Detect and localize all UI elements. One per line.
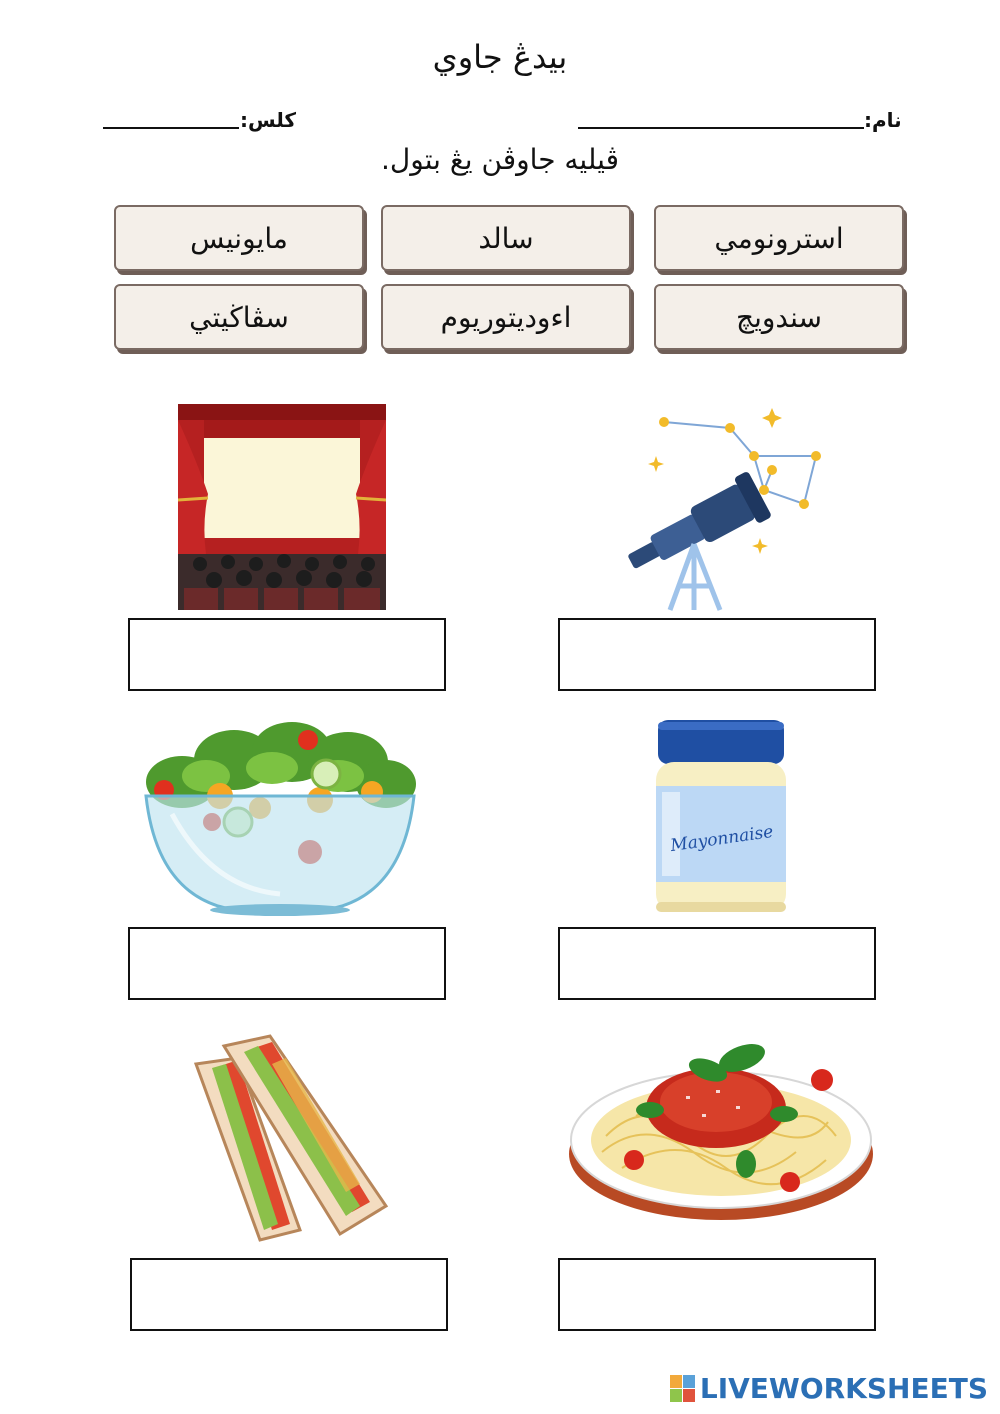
answer-box-auditorium[interactable] bbox=[128, 618, 446, 691]
auditorium-image bbox=[178, 404, 386, 610]
word-card-salad[interactable]: سالد bbox=[381, 205, 631, 271]
name-field[interactable] bbox=[578, 127, 864, 129]
answer-box-spaghetti[interactable] bbox=[558, 1258, 876, 1331]
page-title: بيدڠ جاوي bbox=[432, 38, 568, 76]
mayonnaise-label-text: Mayonnaise bbox=[669, 821, 775, 857]
answer-box-salad[interactable] bbox=[128, 927, 446, 1000]
word-card-spaghetti[interactable]: سڤاڬيتي bbox=[114, 284, 364, 350]
telescope-image bbox=[614, 404, 828, 612]
name-label: نام: bbox=[864, 108, 902, 132]
salad-image bbox=[142, 718, 418, 916]
sandwich-image bbox=[190, 1034, 390, 1250]
answer-box-sandwich[interactable] bbox=[130, 1258, 448, 1331]
answer-box-astronomy[interactable] bbox=[558, 618, 876, 691]
answer-box-mayonnaise[interactable] bbox=[558, 927, 876, 1000]
mayonnaise-jar-image bbox=[652, 716, 790, 920]
word-card-astronomy[interactable]: استرونومي bbox=[654, 205, 904, 271]
spaghetti-image bbox=[566, 1036, 876, 1226]
word-card-auditorium[interactable]: اءوديتوريوم bbox=[381, 284, 631, 350]
instruction-text: ڤيليه جاوڤن يڠ بتول. bbox=[381, 143, 619, 176]
brand-text: LIVEWORKSHEETS bbox=[699, 1372, 988, 1405]
word-card-sandwich[interactable]: سندويچ bbox=[654, 284, 904, 350]
class-label: كلس: bbox=[240, 108, 297, 132]
class-field[interactable] bbox=[103, 127, 239, 129]
word-card-mayonnaise[interactable]: مايونيس bbox=[114, 205, 364, 271]
liveworksheets-logo bbox=[670, 1372, 988, 1405]
liveworksheets-logo-icon bbox=[670, 1375, 696, 1403]
